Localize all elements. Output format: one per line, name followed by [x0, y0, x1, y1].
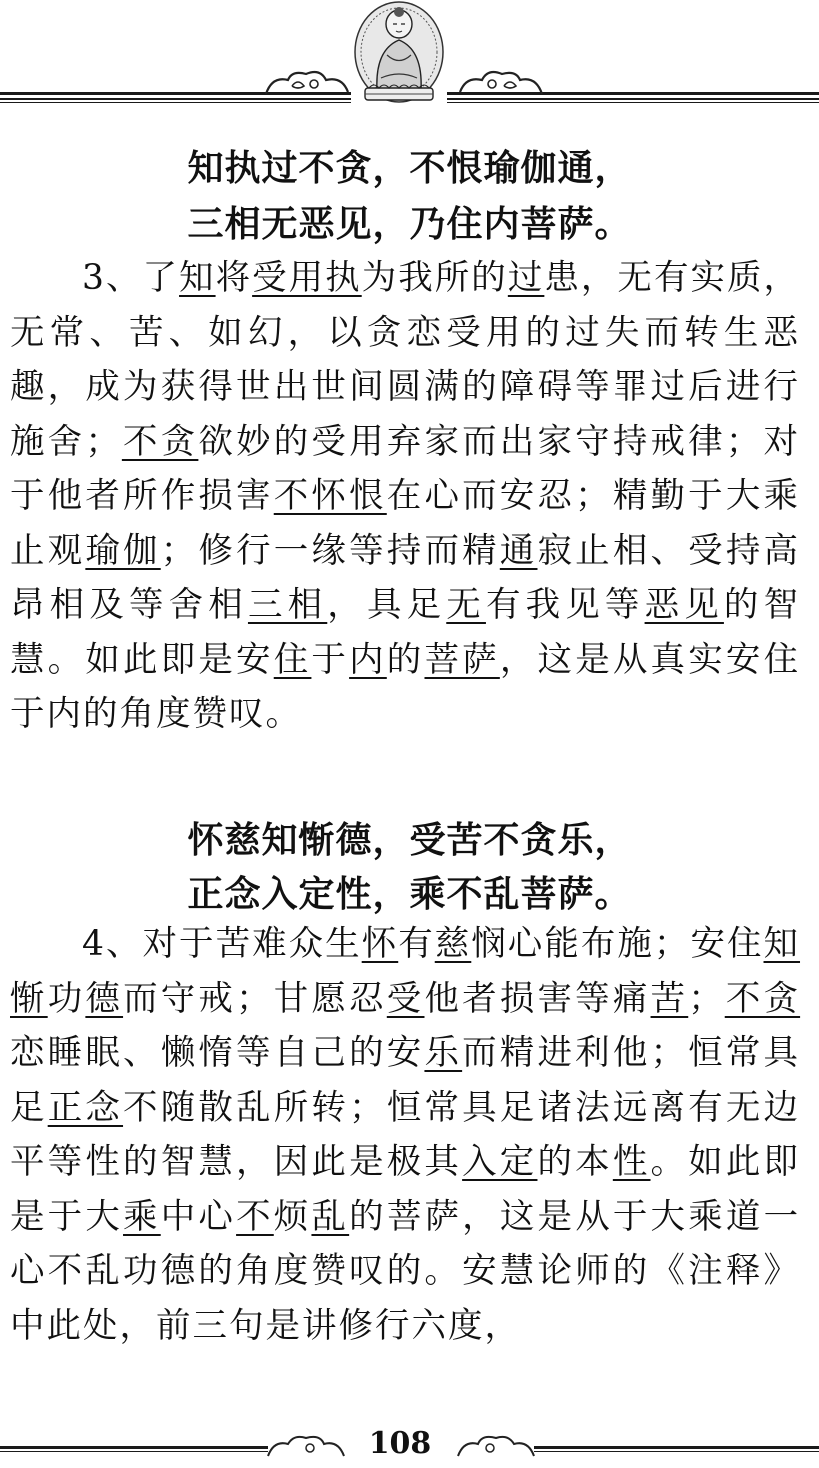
underlined-verse-word: 恶见: [644, 585, 724, 625]
underlined-verse-word: 不贪: [121, 421, 199, 462]
footer-rule: [534, 1446, 819, 1456]
underlined-verse-word: 受用执: [252, 258, 362, 298]
underlined-verse-word: 苦: [650, 978, 689, 1019]
underlined-verse-word: 知: [179, 258, 216, 298]
underlined-verse-word: 不怀恨: [273, 476, 387, 516]
cloud-ornament-icon: [266, 1432, 346, 1460]
underlined-verse-word: 内: [349, 639, 387, 680]
underlined-verse-word: 正念: [47, 1087, 124, 1128]
underlined-verse-word: 瑜伽: [85, 530, 161, 571]
commentary-paragraph: 4、对于苦难众生怀有慈悯心能布施；安住知惭功德而守戒；甘愿忍受他者损害等痛苦；不贪恋睡眠、懒惰等自己的安乐而精进利他；恒常具足正念不随散乱所转；恒常具足诸法远离有无边平等性的智慧，因此是极其入定的本性。如此即是于大乘中心不烦乱的菩萨，这是从于大乘道一心不乱功德的角度赞叹的。安慧论师的《注释》中此处，前三句是讲修行六度，: [10, 924, 801, 1346]
commentary-paragraph: 3、了知将受用执为我所的过患，无有实质，无常、苦、如幻，以贪恋受用的过失而转生恶趣，成为获得世出世间圆满的障碍等罪过后进行施舍；不贪欲妙的受用弃家而出家守持戒律；对于他者所作损害不怀恨在心而安忍；精勤于大乘止观瑜伽；修行一缘等持而精通寂止相、受持高昂相及等舍相三相，具足无有我见等恶见的智慧。如此即是安住于内的菩萨，这是从真实安住于内的角度赞叹。: [10, 258, 801, 734]
underlined-verse-word: 不: [236, 1196, 274, 1237]
underlined-verse-word: 乱: [311, 1196, 350, 1237]
underlined-verse-word: 受: [386, 978, 425, 1019]
underlined-verse-word: 知惭: [10, 924, 801, 1019]
underlined-verse-word: 通: [499, 530, 538, 571]
page-footer: [0, 1418, 819, 1468]
underlined-verse-word: 菩萨: [424, 639, 500, 680]
verse-line: 正念入定性，乘不乱菩萨。: [187, 874, 632, 915]
underlined-verse-word: 不贪: [724, 978, 801, 1019]
underlined-verse-word: 乘: [123, 1196, 161, 1237]
underlined-verse-word: 过: [507, 258, 545, 298]
underlined-verse-word: 怀: [361, 924, 399, 964]
underlined-verse-word: 入定: [462, 1142, 538, 1182]
verse-line: 知执过不贪，不恨瑜伽通，: [187, 148, 632, 189]
cloud-ornament-icon: [456, 1432, 536, 1460]
cloud-ornament-icon: [456, 66, 546, 98]
underlined-verse-word: 乐: [424, 1033, 463, 1073]
page-header-ornament: [0, 0, 819, 112]
verse-line: 三相无恶见，乃住内菩萨。: [187, 204, 632, 245]
underlined-verse-word: 慈: [434, 924, 472, 964]
verse-line: 怀慈知惭德，受苦不贪乐，: [187, 820, 632, 861]
footer-rule: [0, 1446, 268, 1456]
underlined-verse-word: 性: [612, 1142, 651, 1182]
page-number: 108: [368, 1426, 432, 1461]
buddha-figure-icon: [351, 0, 447, 108]
underlined-verse-word: 三相: [247, 585, 328, 625]
underlined-verse-word: 住: [273, 639, 312, 680]
underlined-verse-word: 无: [446, 585, 486, 625]
cloud-ornament-icon: [262, 66, 352, 98]
underlined-verse-word: 德: [85, 978, 124, 1019]
